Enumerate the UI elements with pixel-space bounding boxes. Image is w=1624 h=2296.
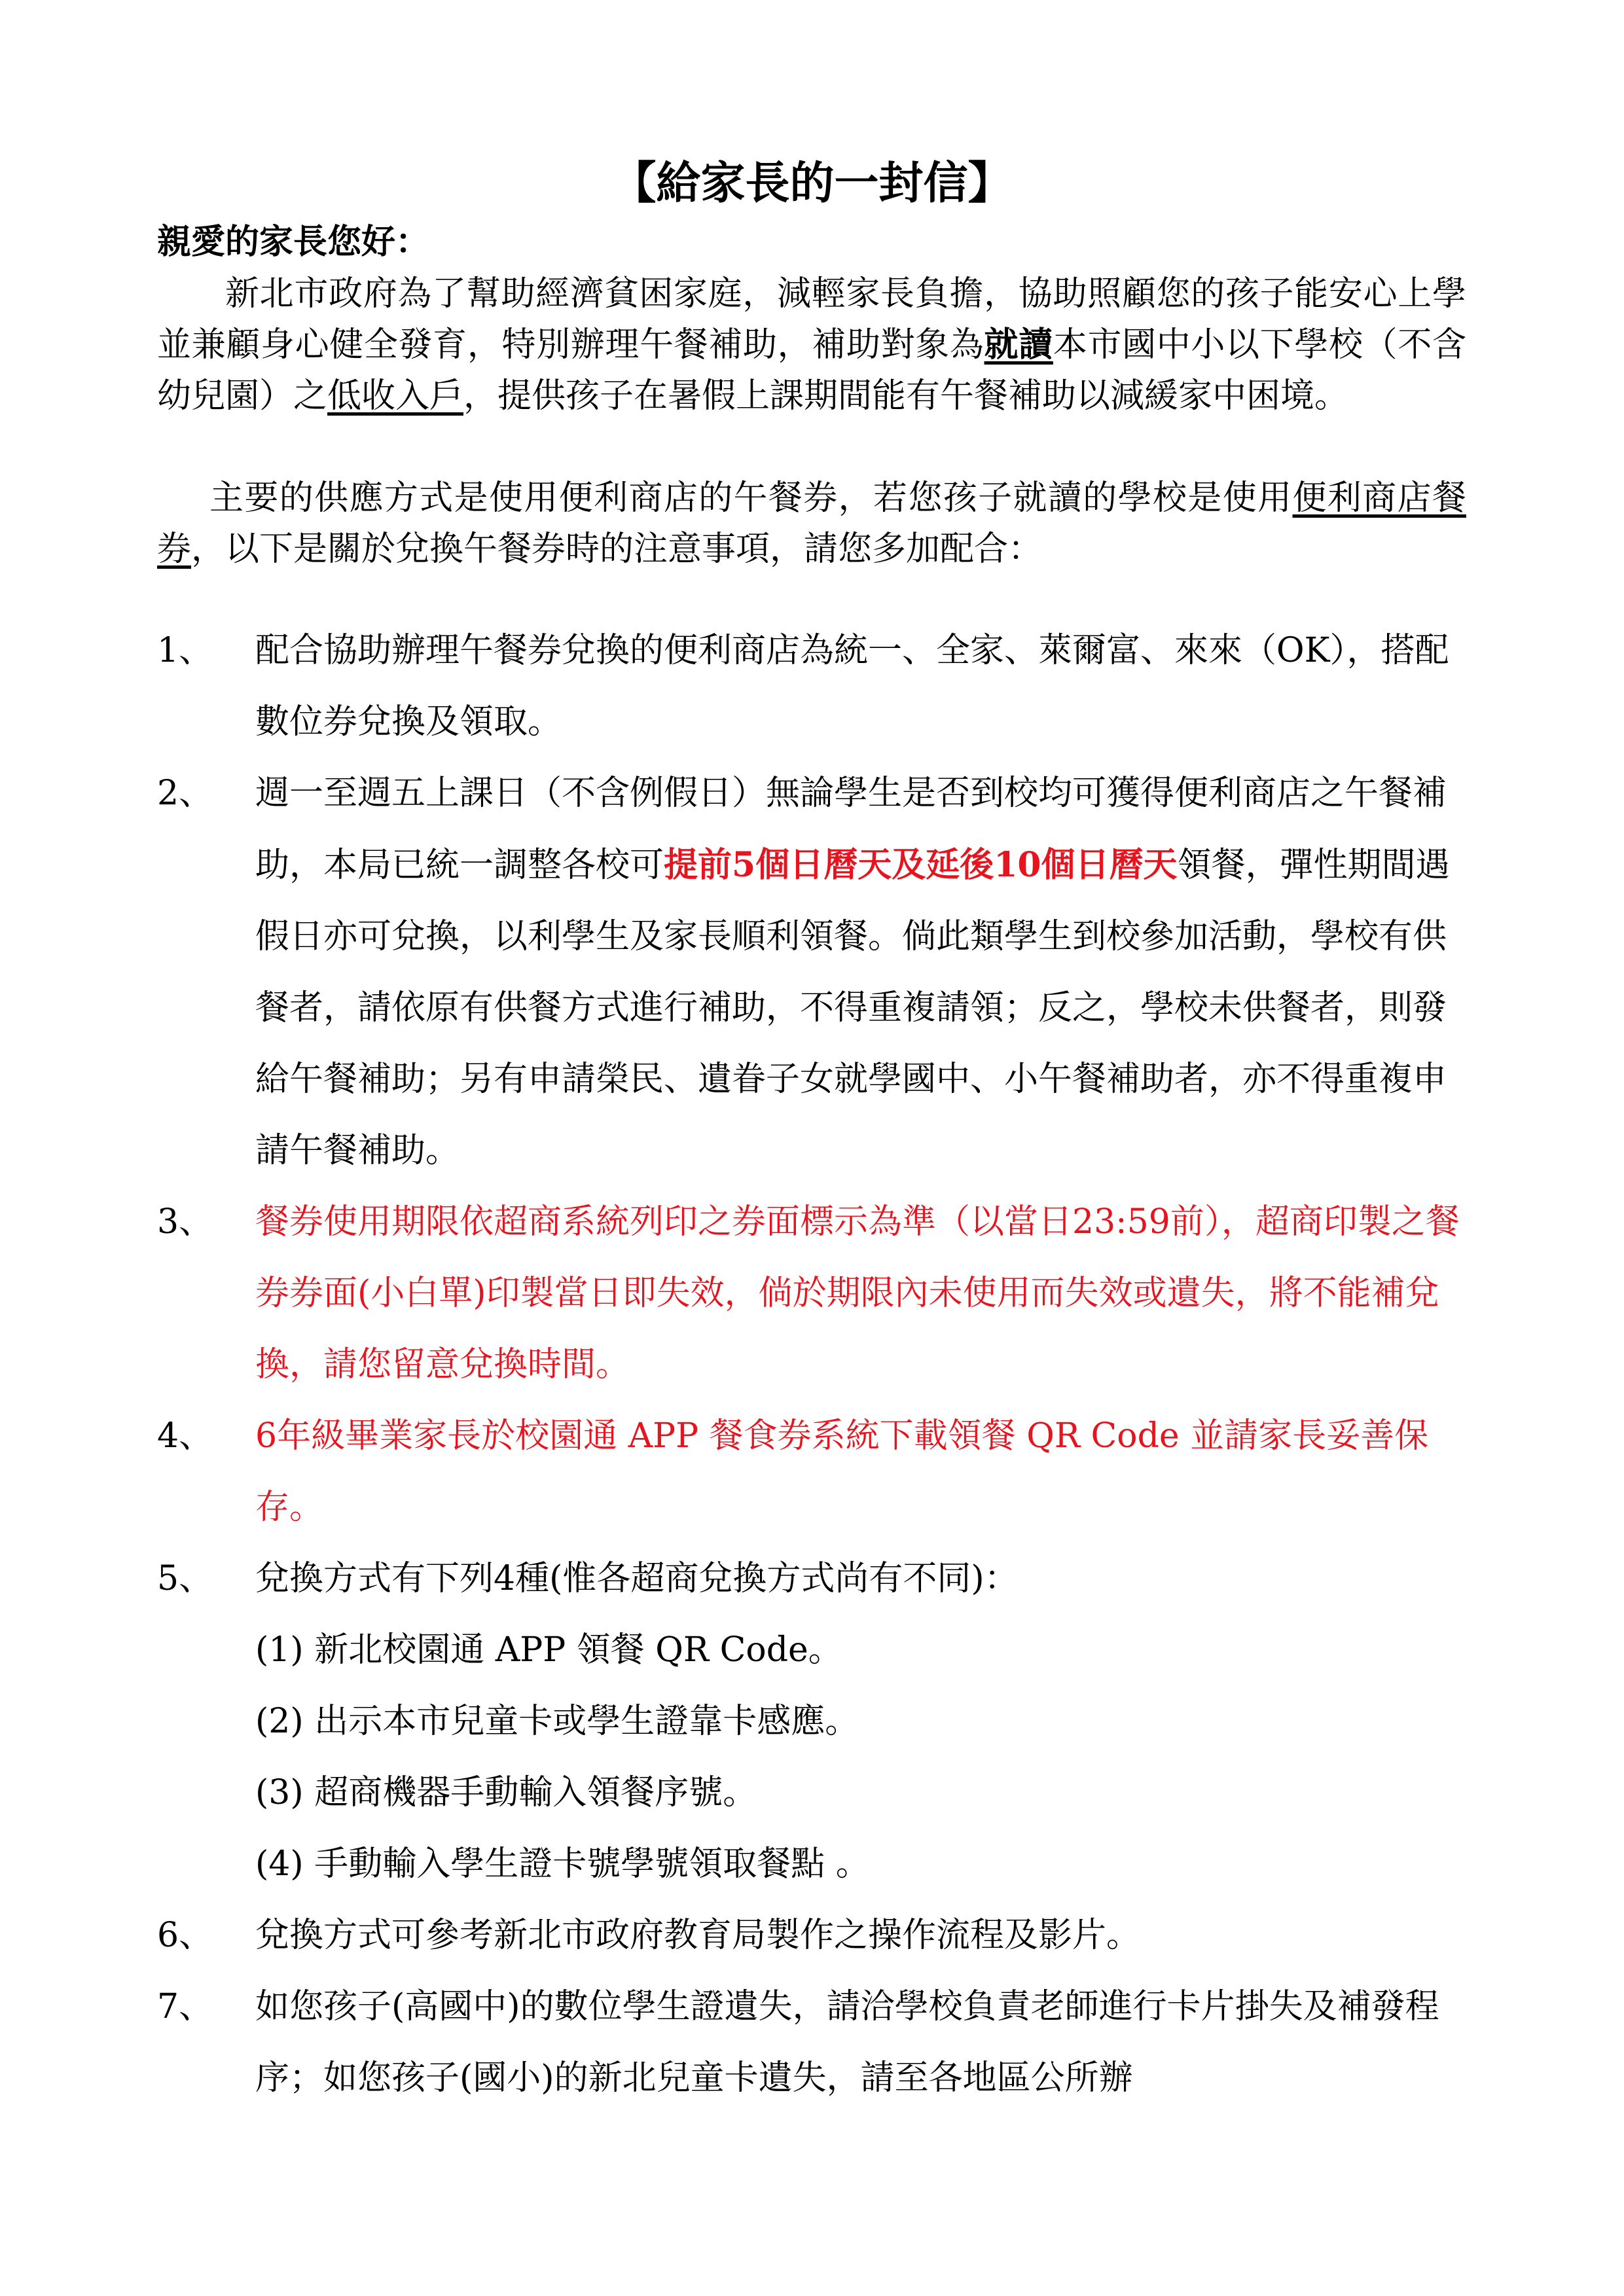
intro-text-b: 本市國中小以下學校（不含幼兒園）之 xyxy=(157,325,1466,416)
sub-item: (2) 出示本市兒童卡或學生證靠卡感應。 xyxy=(255,1702,859,1741)
sub-item: (1) 新北校園通 APP 領餐 QR Code。 xyxy=(255,1630,842,1670)
intro-text-a: 新北市政府為了幫助經濟貧困家庭，減輕家長負擔，協助照顧您的孩子能安心上學並兼顧身心健全發育，特別辦理午餐補助，補助對象為 xyxy=(157,274,1466,365)
list-item xyxy=(157,1543,1473,1900)
item-text: 6年級畢業家長於校園通 APP 餐食券系統下載領餐 QR Code 並請家長妥善保存。 xyxy=(255,1416,1429,1527)
item-text: 配合協助辦理午餐券兌換的便利商店為統一、全家、萊爾富、來來（OK），搭配數位券兌換及領取。 xyxy=(255,631,1449,742)
item-text: 如您孩子(高國中)的數位學生證遺失，請洽學校負責老師進行卡片掛失及補發程序；如您孩子(國小)的新北兒童卡遺失，請至各地區公所辦 xyxy=(255,1987,1439,2098)
letter-greeting: 親愛的家長您好： xyxy=(157,222,430,262)
letter-title: 【給家長的一封信】 xyxy=(611,157,1013,209)
item-number: 5、 xyxy=(157,1559,213,1598)
list-item xyxy=(157,1971,1473,2114)
item-text-a: 週一至週五上課日（不含例假日）無論學生是否到校均可獲得便利商店之午餐補助，本局已統一調整各校可 xyxy=(255,774,1447,885)
item-number: 1、 xyxy=(157,631,213,670)
item-number: 3、 xyxy=(157,1202,213,1242)
item-text xyxy=(255,1543,1473,1900)
item-text xyxy=(255,758,1473,1187)
list-item xyxy=(157,1187,1473,1401)
list-item xyxy=(157,1900,1473,1971)
item-emphasis: 提前5個日曆天及延後10個日曆天 xyxy=(664,845,1178,885)
supply-paragraph xyxy=(157,473,1466,575)
list-item xyxy=(157,1401,1473,1543)
intro-paragraph xyxy=(157,268,1466,422)
item-text: 兌換方式可參考新北市政府教育局製作之操作流程及影片。 xyxy=(255,1916,1141,1955)
notice-list xyxy=(157,615,1473,2114)
intro-text-c: ，提供孩子在暑假上課期間能有午餐補助以減緩家中困境。 xyxy=(463,376,1349,416)
item-number: 7、 xyxy=(157,1987,213,2026)
supply-text-a: 主要的供應方式是使用便利商店的午餐券，若您孩子就讀的學校是使用 xyxy=(209,478,1293,518)
item-number: 4、 xyxy=(157,1416,213,1456)
list-item xyxy=(157,758,1473,1187)
item-text-b: 領餐，彈性期間遇假日亦可兌換，以利學生及家長順利領餐。倘此類學生到校參加活動，學校有供餐者，請依原有供餐方式進行補助，不得重複請領；反之，學校未供餐者，則發給午餐補助；另有申請榮民、遺眷子女就學國中、小午餐補助者，亦不得重複申請午餐補助。 xyxy=(255,846,1450,1170)
supply-text-b: ，以下是關於兌換午餐券時的注意事項，請您多加配合： xyxy=(191,529,1043,569)
intro-underline: 低收入戶 xyxy=(327,376,464,416)
intro-emphasis: 就讀 xyxy=(984,325,1053,365)
item-text-main: 兌換方式有下列4種(惟各超商兌換方式尚有不同)： xyxy=(255,1559,1019,1598)
item-text: 餐券使用期限依超商系統列印之券面標示為準（以當日23:59前），超商印製之餐券券面(小白單)印製當日即失效，倘於期限內未使用而失效或遺失，將不能補兌換，請您留意兌換時間。 xyxy=(255,1202,1460,1384)
list-item xyxy=(157,615,1473,758)
supply-underline: 便利商店餐券 xyxy=(157,478,1466,569)
sub-item: (4) 手動輸入學生證卡號學號領取餐點 。 xyxy=(255,1844,870,1884)
item-number: 6、 xyxy=(157,1916,213,1955)
item-number: 2、 xyxy=(157,774,213,813)
sub-item: (3) 超商機器手動輸入領餐序號。 xyxy=(255,1773,757,1812)
